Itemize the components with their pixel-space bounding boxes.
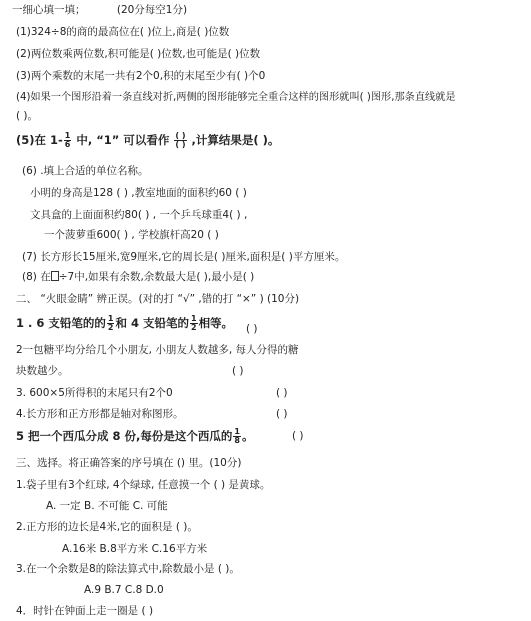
answer-paren-2-3[interactable]: ( ) [276,387,288,399]
question-2-2-cont: 块数越少。 [16,365,69,377]
answer-paren-2-4[interactable]: ( ) [276,408,288,420]
section-1-score: (20分每空1分) [116,4,188,16]
fraction-numerator-blank: ( ) [175,131,186,140]
fraction-blank [174,132,186,149]
question-2-5 [16,425,253,447]
q2-5-text-post: 。 [241,429,254,443]
question-3-3: 3.在一个余数是8的除法算式中,除数最小是 ( )。 [16,563,240,575]
question-1-2: (2)两位数乘两位数,积可能是( )位数,也可能是( )位数 [16,48,261,60]
fraction-numerator: 1 [107,314,114,323]
question-3-2-options: A.16米 B.8平方米 C.16平方米 [62,543,208,555]
fraction-numerator: 1 [190,314,197,323]
fraction-1-2-b [190,315,198,332]
section-1-title: 一细心填一填； [12,4,86,16]
fraction-1-2-a [107,315,115,332]
fraction-1-8 [233,428,241,445]
fraction-denominator: 2 [107,323,114,332]
section-2-title: 二、 “火眼金睛” 辨正误。(对的打 “√” ,错的打 “×” ) (10分) [16,293,300,305]
question-1-6-line-1: 小明的身高是128 ( ) ,教室地面的面积约60 ( ) [30,187,247,199]
fraction-denominator: 6 [64,140,71,149]
question-3-3-options: A.9 B.7 C.8 D.0 [84,584,164,596]
question-1-8 [22,270,254,284]
q2-1-text-post: 相等。 [198,316,234,330]
fraction-1-6 [64,132,72,149]
empty-box-icon [51,271,59,281]
fraction-numerator: 1 [234,427,240,436]
answer-paren-2-2[interactable]: ( ) [232,365,244,377]
question-2-2: 2一包糖平均分给几个小朋友, 小朋友人数越多, 每人分得的糖 [16,344,299,356]
question-1-4: (4)如果一个图形沿着一条直线对折,两侧的图形能够完全重合这样的图形就叫( )图形,那条直线就是 [16,92,456,103]
fraction-denominator: 2 [190,323,197,332]
question-1-1: (1)324÷8的商的最高位在( )位上,商是( )位数 [16,26,230,38]
fraction-numerator: 1 [64,131,71,140]
question-3-4: 4．时针在钟面上走一圈是 ( ) [16,605,154,617]
q8-text-pre: (8) 在 [22,271,51,283]
answer-paren-2-1[interactable]: ( ) [246,323,258,335]
question-1-6-line-2: 文具盒的上面面积约80( ) , 一个乒乓球重4( ) , [30,209,248,221]
question-1-7: (7) 长方形长15厘米,宽9厘米,它的周长是( )厘米,面积是( )平方厘米。 [22,251,346,263]
question-1-4-cont: ( )。 [16,110,39,122]
question-1-5 [16,130,279,150]
q5-text-pre: (5)在 1- [16,133,63,147]
question-1-6-title: (6) .填上合适的单位名称。 [22,165,149,177]
q5-text-post: ,计算结果是( )。 [187,133,280,147]
q2-1-text-mid: 和 4 支铅笔的 [115,316,189,330]
question-2-3: 3. 600×5所得积的末尾只有2个0 [16,387,173,399]
section-1-header-line [12,3,187,17]
section-3-title: 三、选择。将正确答案的序号填在 () 里。(10分) [16,457,242,469]
question-3-1-options: A. 一定 B. 不可能 C. 可能 [46,500,168,512]
answer-paren-2-5[interactable]: ( ) [292,430,304,442]
question-1-6-line-3: 一个菠萝重600( ) , 学校旗杆高20 ( ) [44,229,219,241]
question-3-2: 2.正方形的边长是4米,它的面积是 ( )。 [16,521,198,533]
question-2-4: 4.长方形和正方形都是轴对称图形。 [16,408,184,420]
q2-5-text-pre: 5 把一个西瓜分成 8 份,每份是这个西瓜的 [16,429,233,443]
question-1-3: (3)两个乘数的末尾一共有2个0,积的末尾至少有( )个0 [16,70,266,82]
q2-1-text-pre: 1 . 6 支铅笔的的 [16,316,106,330]
fraction-denominator: 8 [234,436,240,445]
question-2-1 [16,312,233,334]
q8-text-post: ÷7中,如果有余数,余数最大是( ),最小是( ) [58,271,255,283]
question-3-1: 1.袋子里有3个红球, 4个绿球, 任意摸一个 ( ) 是黄球。 [16,479,271,491]
q5-text-mid: 中, “1” 可以看作 [72,133,174,147]
fraction-denominator-blank: ( ) [175,140,186,149]
